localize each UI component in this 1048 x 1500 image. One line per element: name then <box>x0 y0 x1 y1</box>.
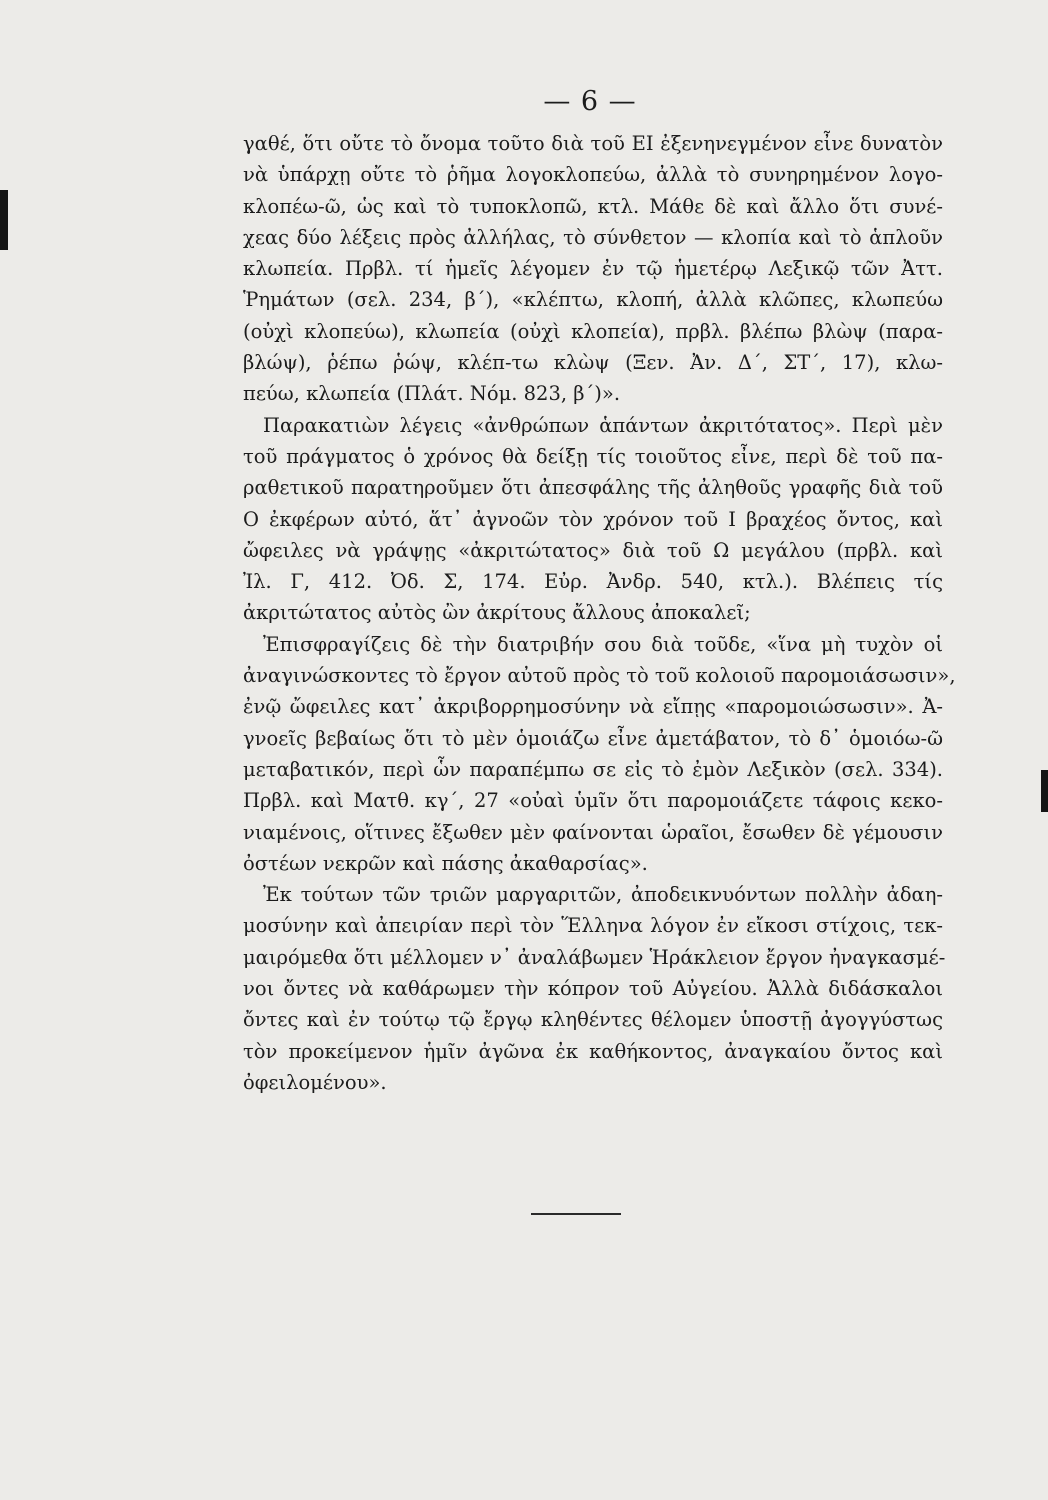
text-line: νὰ ὑπάρχῃ οὔτε τὸ ῥῆμα λογοκλοπεύω, ἀλλὰ τὸ συνηρημένον λογο- <box>243 163 943 187</box>
text-line: ὀφειλομένου». <box>243 1070 387 1094</box>
text-line: Ῥημάτων (σελ. 234, β΄), «κλέπτω, κλοπή, ἀλλὰ κλῶπες, κλωπεύω <box>243 288 943 312</box>
text-line: κλωπεία. Πρβλ. τί ἡμεῖς λέγομεν ἐν τῷ ἡμετέρῳ Λεξικῷ τῶν Ἀττ. <box>243 257 943 281</box>
text-line: χεας δύο λέξεις πρὸς ἀλλήλας, τὸ σύνθετον — κλοπία καὶ τὸ ἁπλοῦν <box>243 225 943 249</box>
text-line: νιαμένοις, οἵτινες ἔξωθεν μὲν φαίνονται ὡραῖοι, ἔσωθεν δὲ γέμουσιν <box>243 820 943 844</box>
text-line: (οὐχὶ κλοπεύω), κλωπεία (οὐχὶ κλοπεία), πρβλ. βλέπω βλὼψ (παρα- <box>243 319 943 343</box>
text-line: τοῦ πράγματος ὁ χρόνος θὰ δείξῃ τίς τοιοῦτος εἶνε, περὶ δὲ τοῦ πα- <box>243 444 943 468</box>
text-line: ἀκριτώτατος αὐτὸς ὢν ἀκρίτους ἄλλους ἀποκαλεῖ; <box>243 601 751 625</box>
body-text <box>243 128 956 1098</box>
text-line: μαιρόμεθα ὅτι μέλλομεν ν᾽ ἀναλάβωμεν Ἡράκλειον ἔργον ἠναγκασμέ- <box>243 945 946 969</box>
text-line: τὸν προκείμενον ἡμῖν ἀγῶνα ἐκ καθήκοντος, ἀναγκαίου ὄντος καὶ <box>243 1039 943 1063</box>
text-line: ἐνῷ ὤφειλες κατ᾽ ἀκριβορρημοσύνην νὰ εἴπῃς «παρομοιώσωσιν». Ἀ- <box>243 695 943 719</box>
text-line: Πρβλ. καὶ Ματθ. κγ΄, 27 «οὐαὶ ὑμῖν ὅτι παρομοιάζετε τάφοις κεκο- <box>243 789 943 813</box>
text-line: Ἐκ τούτων τῶν τριῶν μαργαριτῶν, ἀποδεικνυόντων πολλὴν ἀδαη- <box>263 883 943 907</box>
text-line: βλώψ), ῥέπω ῥώψ, κλέπ-τω κλὼψ (Ξεν. Ἀν. Δ΄, ΣΤ΄, 17), κλω- <box>243 351 943 375</box>
text-line: ραθετικοῦ παρατηροῦμεν ὅτι ἀπεσφάλης τῆς ἀληθοῦς γραφῆς διὰ τοῦ <box>243 476 943 500</box>
text-line: κλοπέω-ῶ, ὡς καὶ τὸ τυποκλοπῶ, κτλ. Μάθε δὲ καὶ ἄλλο ὅτι συνέ- <box>243 194 943 218</box>
binding-mark-left <box>0 190 8 250</box>
text-line: Παρακατιὼν λέγεις «ἀνθρώπων ἁπάντων ἀκριτότατος». Περὶ μὲν <box>263 413 943 437</box>
text-line: νοι ὄντες νὰ καθάρωμεν τὴν κόπρον τοῦ Αὐγείου. Ἀλλὰ διδάσκαλοι <box>243 977 943 1001</box>
page-number: — 6 — <box>543 86 637 117</box>
text-line: Ο ἐκφέρων αὐτό, ἅτ᾽ ἀγνοῶν τὸν χρόνον τοῦ Ι βραχέος ὄντος, καὶ <box>243 507 943 531</box>
text-line: ὀστέων νεκρῶν καὶ πάσης ἀκαθαρσίας». <box>243 851 648 875</box>
text-line: ὤφειλες νὰ γράψῃς «ἀκριτώτατος» διὰ τοῦ Ω μεγάλου (πρβλ. καὶ <box>243 538 943 562</box>
footer-rule <box>531 1213 621 1215</box>
text-line: ἀναγινώσκοντες τὸ ἔργον αὐτοῦ πρὸς τὸ τοῦ κολοιοῦ παρομοιάσωσιν», <box>243 664 956 688</box>
text-line: ὄντες καὶ ἐν τούτῳ τῷ ἔργῳ κληθέντες θέλομεν ὑποστῇ ἀγογγύστως <box>243 1008 943 1032</box>
text-line: γαθέ, ὅτι οὔτε τὸ ὄνομα τοῦτο διὰ τοῦ ΕΙ ἐξενηνεγμένον εἶνε δυνατὸν <box>243 132 943 155</box>
text-line: πεύω, κλωπεία (Πλάτ. Νόμ. 823, β΄)». <box>243 382 621 406</box>
text-line: Ἰλ. Γ, 412. Ὀδ. Σ, 174. Εὐρ. Ἀνδρ. 540, κτλ.). Βλέπεις τίς <box>243 570 943 594</box>
text-line: γνοεῖς βεβαίως ὅτι τὸ μὲν ὁμοιάζω εἶνε ἀμετάβατον, τὸ δ᾽ ὁμοιόω-ῶ <box>243 726 943 750</box>
binding-mark-right <box>1041 770 1048 812</box>
text-line: μοσύνην καὶ ἀπειρίαν περὶ τὸν Ἕλληνα λόγον ἐν εἴκοσι στίχοις, τεκ- <box>243 914 943 938</box>
text-line: μεταβατικόν, περὶ ὧν παραπέμπω σε εἰς τὸ ἐμὸν Λεξικὸν (σελ. 334). <box>243 757 943 781</box>
text-line: Ἐπισφραγίζεις δὲ τὴν διατριβήν σου διὰ τοῦδε, «ἵνα μὴ τυχὸν οἱ <box>263 632 943 656</box>
